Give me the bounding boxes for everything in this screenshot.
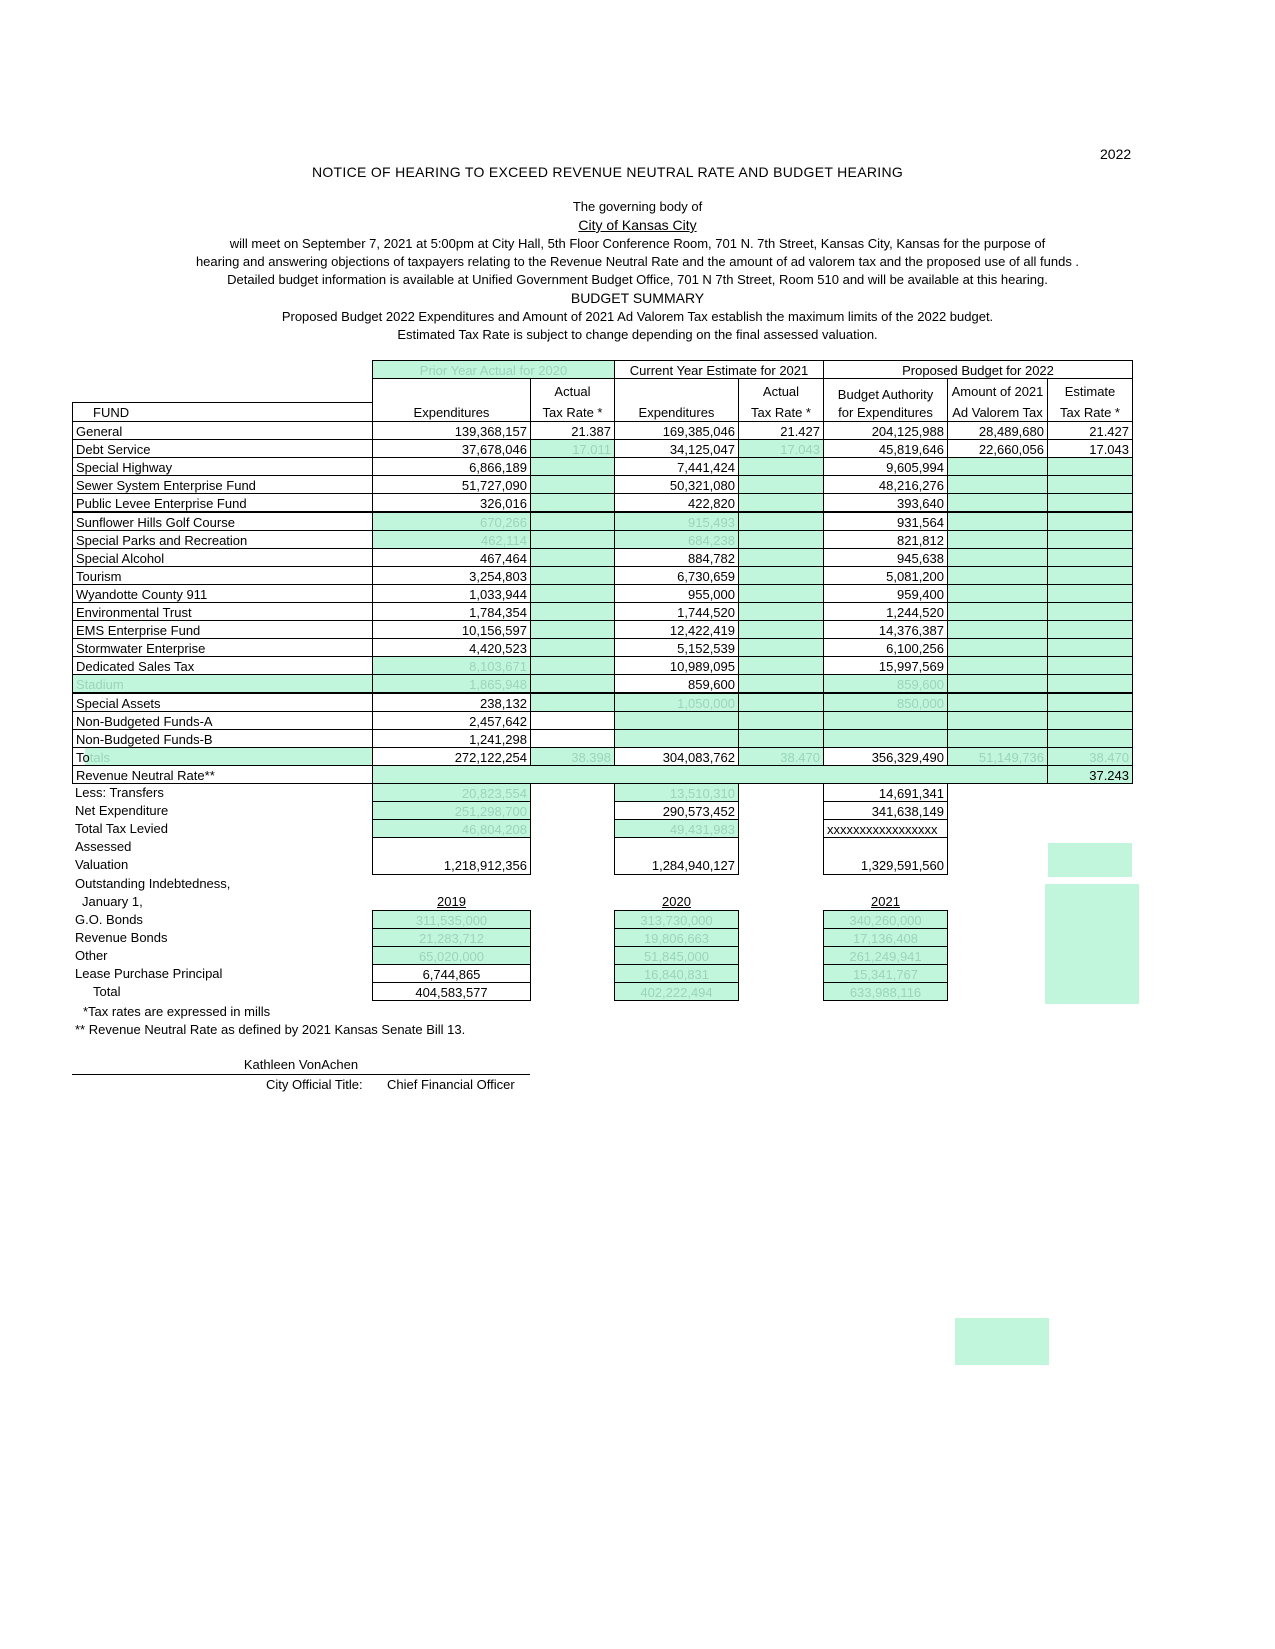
header-current-year: Current Year Estimate for 2021 [614, 360, 824, 379]
current-tax-rate [738, 656, 824, 675]
valuation-prop: 1,329,591,560 [823, 837, 948, 875]
current-expenditure [614, 711, 739, 730]
proposed-expenditure: 945,638 [823, 548, 948, 567]
budget-summary-title: BUDGET SUMMARY [570, 290, 705, 306]
transfers-label: Less: Transfers [75, 785, 164, 800]
current-expenditure: 1,050,000 [614, 693, 739, 712]
current-tax-rate: 17.043 [738, 439, 824, 458]
fund-name: Special Parks and Recreation [72, 530, 373, 549]
totals-proposed-rate: 38.470 [1047, 747, 1133, 766]
fund-name: Special Assets [72, 693, 373, 712]
prior-tax-rate [530, 693, 615, 712]
current-expenditure: 12,422,419 [614, 620, 739, 639]
current-expenditure: 50,321,080 [614, 475, 739, 494]
proposed-expenditure: 48,216,276 [823, 475, 948, 494]
transfers-proposed: 14,691,341 [823, 783, 948, 802]
prior-tax-rate [530, 584, 615, 603]
current-tax-rate [738, 602, 824, 621]
proposed-ad-valorem [947, 674, 1048, 693]
intro-line-5: Proposed Budget 2022 Expenditures and Amount of 2021 Ad Valorem Tax establish the maximum limits of the 2022 budget. [281, 309, 994, 324]
prior-tax-rate [530, 602, 615, 621]
proposed-ad-valorem [947, 656, 1048, 675]
current-tax-rate [738, 493, 824, 512]
header-tax-rate-3: Tax Rate * [1060, 405, 1120, 420]
revenue-neutral-rate: 37.243 [1047, 765, 1133, 784]
current-expenditure: 955,000 [614, 584, 739, 603]
proposed-tax-rate [1047, 729, 1133, 748]
page-title: NOTICE OF HEARING TO EXCEED REVENUE NEUTRAL RATE AND BUDGET HEARING [311, 164, 904, 180]
current-expenditure: 6,730,659 [614, 566, 739, 585]
signature-title-label: City Official Title: [266, 1077, 363, 1092]
proposed-expenditure: 6,100,256 [823, 638, 948, 657]
proposed-ad-valorem: 22,660,056 [947, 439, 1048, 458]
proposed-expenditure: 45,819,646 [823, 439, 948, 458]
totals-current-rate: 38.470 [738, 747, 824, 766]
header-expenditures-1: Expenditures [413, 405, 490, 420]
highlight-box [1045, 884, 1139, 1004]
debt-value: 16,840,831 [614, 964, 739, 983]
signature-name: Kathleen VonAchen [72, 1057, 530, 1075]
transfers-current: 13,510,310 [614, 783, 739, 802]
prior-expenditure: 37,678,046 [372, 439, 531, 458]
current-tax-rate [738, 457, 824, 476]
prior-tax-rate: 17.011 [530, 439, 615, 458]
current-expenditure: 5,152,539 [614, 638, 739, 657]
proposed-ad-valorem [947, 729, 1048, 748]
valuation-prior: 1,218,912,356 [372, 837, 531, 875]
revenue-neutral-label: Revenue Neutral Rate** [72, 765, 373, 784]
proposed-ad-valorem [947, 475, 1048, 494]
proposed-expenditure: 821,812 [823, 530, 948, 549]
proposed-ad-valorem [947, 638, 1048, 657]
city-name: City of Kansas City [578, 217, 697, 233]
proposed-tax-rate [1047, 493, 1133, 512]
signature-title: Chief Financial Officer [387, 1077, 515, 1092]
debt-year: 2019 [437, 894, 466, 909]
proposed-ad-valorem [947, 493, 1048, 512]
current-tax-rate [738, 584, 824, 603]
totals-label-b: tals [89, 750, 110, 765]
header-fund: FUND [93, 405, 130, 420]
prior-tax-rate [530, 656, 615, 675]
total-tax-levied-proposed: xxxxxxxxxxxxxxxxx [823, 819, 948, 838]
totals-prior-rate: 38.398 [530, 747, 615, 766]
prior-expenditure: 1,784,354 [372, 602, 531, 621]
proposed-tax-rate [1047, 656, 1133, 675]
proposed-tax-rate [1047, 711, 1133, 730]
fund-name: Non-Budgeted Funds-B [72, 729, 373, 748]
proposed-ad-valorem [947, 512, 1048, 531]
debt-row-label: Other [75, 948, 108, 963]
header-estimate: Estimate [1064, 384, 1116, 399]
debt-value: 311,535,000 [372, 910, 531, 929]
total-tax-levied-prior: 46,804,208 [372, 819, 531, 838]
intro-line-6: Estimated Tax Rate is subject to change depending on the final assessed valuation. [397, 327, 878, 342]
prior-expenditure: 10,156,597 [372, 620, 531, 639]
prior-expenditure: 139,368,157 [372, 421, 531, 440]
current-expenditure: 684,238 [614, 530, 739, 549]
proposed-expenditure: 959,400 [823, 584, 948, 603]
proposed-tax-rate [1047, 584, 1133, 603]
debt-row-label: Revenue Bonds [75, 930, 168, 945]
prior-expenditure: 8,103,671 [372, 656, 531, 675]
current-expenditure: 422,820 [614, 493, 739, 512]
proposed-tax-rate [1047, 530, 1133, 549]
net-expenditure-prior: 251,298,700 [372, 801, 531, 820]
proposed-tax-rate [1047, 566, 1133, 585]
debt-value: 17,136,408 [823, 928, 948, 947]
total-tax-levied-current: 49,431,983 [614, 819, 739, 838]
debt-value: 65,020,000 [372, 946, 531, 965]
fund-name: General [72, 421, 373, 440]
net-expenditure-proposed: 341,638,149 [823, 801, 948, 820]
prior-tax-rate [530, 457, 615, 476]
current-expenditure: 859,600 [614, 674, 739, 693]
net-expenditure-label: Net Expenditure [75, 803, 169, 818]
header-tax-rate-1: Tax Rate * [542, 405, 603, 420]
proposed-tax-rate [1047, 620, 1133, 639]
totals-prior-expenditure: 272,122,254 [372, 747, 531, 766]
current-tax-rate [738, 674, 824, 693]
current-tax-rate [738, 475, 824, 494]
header-tax-rate-2: Tax Rate * [751, 405, 811, 420]
debt-value: 15,341,767 [823, 964, 948, 983]
highlight-box [955, 1318, 1049, 1365]
current-expenditure: 7,441,424 [614, 457, 739, 476]
debt-value: 51,845,000 [614, 946, 739, 965]
assessed-label: Assessed [75, 839, 132, 854]
proposed-ad-valorem [947, 457, 1048, 476]
fund-name: Sewer System Enterprise Fund [72, 475, 373, 494]
prior-expenditure: 6,866,189 [372, 457, 531, 476]
prior-expenditure: 1,865,948 [372, 674, 531, 693]
proposed-expenditure: 393,640 [823, 493, 948, 512]
header-prior-year: Prior Year Actual for 2020 [372, 360, 615, 379]
prior-tax-rate [530, 493, 615, 512]
fund-name: Special Alcohol [72, 548, 373, 567]
totals-proposed-ad-valorem: 51,149,736 [947, 747, 1048, 766]
header-amount-2021: Amount of 2021 [951, 384, 1044, 399]
fund-name: Stormwater Enterprise [72, 638, 373, 657]
proposed-tax-rate: 21.427 [1047, 421, 1133, 440]
total-tax-levied-label: Total Tax Levied [75, 821, 168, 836]
current-tax-rate [738, 711, 824, 730]
intro-line-4: Detailed budget information is available at Unified Government Budget Office, 701 N 7th Street, Room 510 and will be available at this hearing. [227, 272, 1048, 287]
current-expenditure [614, 729, 739, 748]
current-expenditure: 169,385,046 [614, 421, 739, 440]
proposed-expenditure: 859,600 [823, 674, 948, 693]
prior-tax-rate [530, 566, 615, 585]
totals-proposed-expenditure: 356,329,490 [823, 747, 948, 766]
note-mills: *Tax rates are expressed in mills [83, 1004, 271, 1019]
prior-expenditure: 4,420,523 [372, 638, 531, 657]
fund-name: EMS Enterprise Fund [72, 620, 373, 639]
proposed-tax-rate [1047, 548, 1133, 567]
january-label: January 1, [82, 894, 143, 909]
proposed-ad-valorem [947, 548, 1048, 567]
header-expenditures-2: Expenditures [638, 405, 715, 420]
valuation-label: Valuation [75, 857, 129, 872]
prior-tax-rate [530, 475, 615, 494]
header-for-expenditures: for Expenditures [838, 405, 933, 420]
highlight-box [1048, 843, 1132, 877]
debt-row-label: G.O. Bonds [75, 912, 143, 927]
debt-year: 2021 [871, 894, 900, 909]
fund-name: Non-Budgeted Funds-A [72, 711, 373, 730]
proposed-ad-valorem [947, 693, 1048, 712]
proposed-expenditure: 1,244,520 [823, 602, 948, 621]
fund-name: Dedicated Sales Tax [72, 656, 373, 675]
prior-tax-rate: 21.387 [530, 421, 615, 440]
fund-name: Environmental Trust [72, 602, 373, 621]
fund-name: Tourism [72, 566, 373, 585]
proposed-expenditure: 5,081,200 [823, 566, 948, 585]
proposed-expenditure: 931,564 [823, 512, 948, 531]
proposed-tax-rate [1047, 602, 1133, 621]
proposed-ad-valorem [947, 530, 1048, 549]
current-tax-rate [738, 530, 824, 549]
header-proposed: Proposed Budget for 2022 [823, 360, 1133, 379]
proposed-tax-rate [1047, 638, 1133, 657]
fund-name: Special Highway [72, 457, 373, 476]
debt-row-label: Total [93, 984, 121, 999]
proposed-ad-valorem: 28,489,680 [947, 421, 1048, 440]
proposed-tax-rate [1047, 457, 1133, 476]
current-expenditure: 34,125,047 [614, 439, 739, 458]
fund-name: Sunflower Hills Golf Course [72, 512, 373, 531]
proposed-tax-rate [1047, 475, 1133, 494]
debt-value: 19,806,663 [614, 928, 739, 947]
debt-year: 2020 [662, 894, 691, 909]
prior-tax-rate [530, 638, 615, 657]
header-ad-valorem: Ad Valorem Tax [952, 405, 1043, 420]
current-tax-rate [738, 620, 824, 639]
prior-expenditure: 2,457,642 [372, 711, 531, 730]
proposed-tax-rate [1047, 674, 1133, 693]
debt-value: 633,988,116 [823, 982, 948, 1001]
prior-expenditure: 51,727,090 [372, 475, 531, 494]
header-actual-1: Actual [554, 384, 591, 399]
prior-expenditure: 467,464 [372, 548, 531, 567]
current-expenditure: 1,744,520 [614, 602, 739, 621]
prior-tax-rate [530, 620, 615, 639]
proposed-expenditure [823, 711, 948, 730]
fund-name: Public Levee Enterprise Fund [72, 493, 373, 512]
prior-expenditure: 462,114 [372, 530, 531, 549]
prior-expenditure: 3,254,803 [372, 566, 531, 585]
proposed-tax-rate [1047, 693, 1133, 712]
debt-value: 340,260,000 [823, 910, 948, 929]
prior-expenditure: 326,016 [372, 493, 531, 512]
prior-tax-rate [530, 711, 615, 730]
prior-expenditure: 238,132 [372, 693, 531, 712]
transfers-prior: 20,823,554 [372, 783, 531, 802]
prior-tax-rate [530, 512, 615, 531]
revenue-neutral-band [372, 765, 1133, 784]
debt-value: 261,249,941 [823, 946, 948, 965]
current-tax-rate [738, 638, 824, 657]
current-tax-rate [738, 548, 824, 567]
valuation-cur: 1,284,940,127 [614, 837, 739, 875]
proposed-ad-valorem [947, 566, 1048, 585]
current-expenditure: 10,989,095 [614, 656, 739, 675]
fund-name: Wyandotte County 911 [72, 584, 373, 603]
prior-tax-rate [530, 729, 615, 748]
proposed-expenditure: 850,000 [823, 693, 948, 712]
totals-label [72, 747, 373, 766]
debt-row-label: Lease Purchase Principal [75, 966, 223, 981]
intro-line-1: The governing body of [572, 199, 703, 214]
net-expenditure-current: 290,573,452 [614, 801, 739, 820]
current-expenditure: 884,782 [614, 548, 739, 567]
year-tag: 2022 [1100, 146, 1132, 162]
debt-value: 313,730,000 [614, 910, 739, 929]
prior-expenditure: 1,033,944 [372, 584, 531, 603]
fund-name: Stadium [72, 674, 373, 693]
prior-tax-rate [530, 530, 615, 549]
proposed-expenditure: 14,376,387 [823, 620, 948, 639]
current-tax-rate [738, 566, 824, 585]
proposed-expenditure: 9,605,994 [823, 457, 948, 476]
proposed-ad-valorem [947, 602, 1048, 621]
prior-tax-rate [530, 548, 615, 567]
debt-value: 402,222,494 [614, 982, 739, 1001]
intro-line-3: hearing and answering objections of taxpayers relating to the Revenue Neutral Rate and the amount of ad valorem tax and the proposed use of all funds . [195, 254, 1080, 269]
proposed-tax-rate: 17.043 [1047, 439, 1133, 458]
indebtedness-label: Outstanding Indebtedness, [75, 876, 231, 891]
proposed-expenditure [823, 729, 948, 748]
totals-current-expenditure: 304,083,762 [614, 747, 739, 766]
prior-tax-rate [530, 674, 615, 693]
debt-value: 21,283,712 [372, 928, 531, 947]
debt-value: 6,744,865 [372, 964, 531, 983]
prior-expenditure: 670,266 [372, 512, 531, 531]
proposed-ad-valorem [947, 620, 1048, 639]
prior-expenditure: 1,241,298 [372, 729, 531, 748]
totals-label-a: To [76, 750, 90, 765]
current-tax-rate: 21.427 [738, 421, 824, 440]
fund-name: Debt Service [72, 439, 373, 458]
proposed-expenditure: 204,125,988 [823, 421, 948, 440]
proposed-tax-rate [1047, 512, 1133, 531]
current-tax-rate [738, 693, 824, 712]
debt-value: 404,583,577 [372, 982, 531, 1001]
current-tax-rate [738, 512, 824, 531]
current-expenditure: 915,493 [614, 512, 739, 531]
proposed-ad-valorem [947, 584, 1048, 603]
note-revenue-neutral: ** Revenue Neutral Rate as defined by 2021 Kansas Senate Bill 13. [75, 1022, 466, 1037]
header-budget-authority: Budget Authority [837, 387, 934, 402]
intro-line-2: will meet on September 7, 2021 at 5:00pm at City Hall, 5th Floor Conference Room, 701 N. 7th Street, Kansas City, Kansas for the purpose of [229, 236, 1046, 251]
proposed-expenditure: 15,997,569 [823, 656, 948, 675]
proposed-ad-valorem [947, 711, 1048, 730]
header-actual-2: Actual [762, 384, 800, 399]
current-tax-rate [738, 729, 824, 748]
